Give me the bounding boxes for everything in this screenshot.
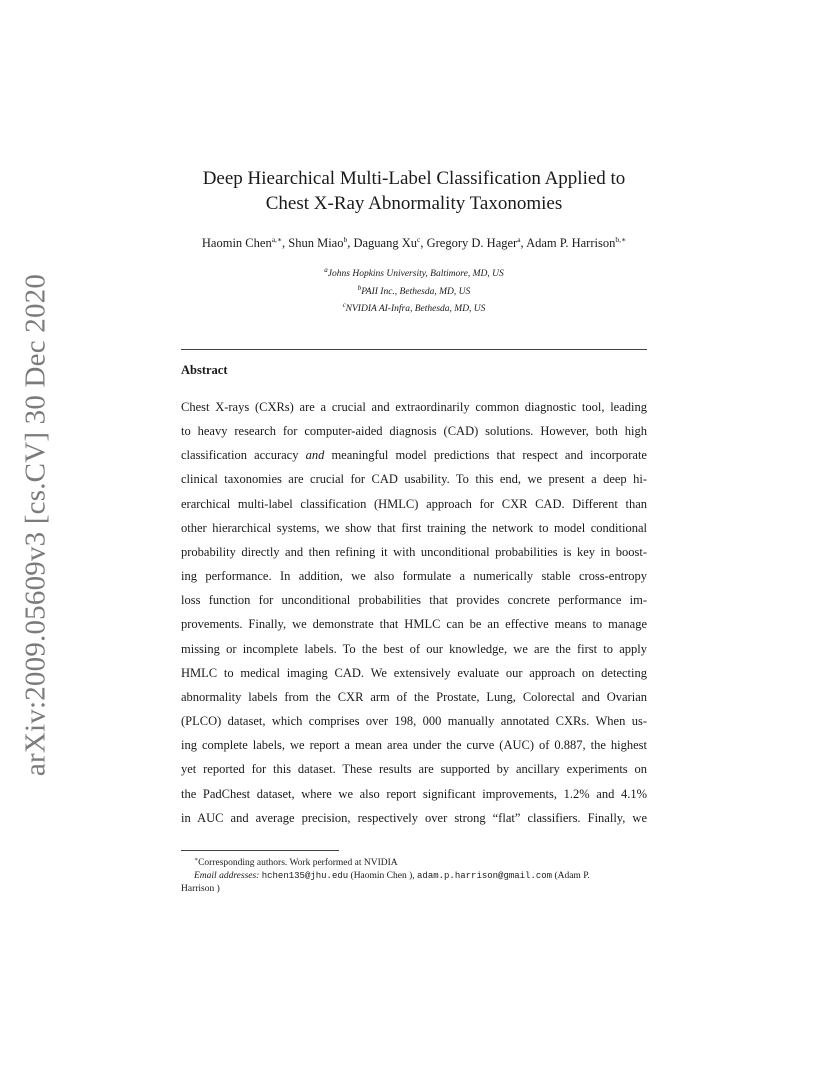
email-owner: (Adam P. [554, 871, 590, 882]
abstract-line: erarchical multi-label classification (HMLC) approach for CXR CAD. Different than [181, 496, 647, 511]
footnote-mark: ∗ [194, 857, 199, 863]
affiliation [120, 299, 708, 317]
title-line-1: Deep Hiearchical Multi-Label Classification Applied to [202, 168, 626, 189]
abstract-line: clinical taxonomies are crucial for CAD usability. To this end, we present a deep hi- [181, 472, 647, 487]
abstract-line: provements. Finally, we demonstrate that HMLC can be an effective means to manage [181, 617, 647, 632]
abstract-line: HMLC to medical imaging CAD. We extensively evaluate our approach on detecting [181, 665, 647, 680]
abstract-line: ing performance. In addition, we also formulate a numerically stable cross-entropy [181, 569, 647, 584]
author-name: Gregory D. Hager [426, 236, 518, 251]
abstract-line: loss function for unconditional probabilities that provides concrete performance im- [181, 593, 647, 608]
abstract-line: to heavy research for computer-aided diagnosis (CAD) solutions. However, both high [181, 424, 647, 439]
abstract-emphasis: and [305, 448, 325, 463]
author-separator: , [420, 236, 427, 251]
footnote-emails [181, 870, 647, 883]
abstract-line: other hierarchical systems, we show that first training the network to model conditional [181, 520, 647, 535]
title-line-2: Chest X-Ray Abnormality Taxonomies [265, 193, 563, 214]
affiliation [120, 282, 708, 300]
affiliation-mark: b [357, 283, 362, 292]
author-affil-mark: a [517, 235, 521, 244]
abstract-line [181, 443, 647, 467]
author-affil-mark: b,∗ [615, 235, 627, 244]
footnote-corresponding-text: Corresponding authors. Work performed at NVIDIA [198, 858, 398, 869]
affiliation-text: Johns Hopkins University, Baltimore, MD, US [327, 269, 504, 280]
author-affil-mark: a,∗ [271, 235, 283, 244]
author-separator: , [282, 236, 289, 251]
author-affil-mark: b [343, 235, 348, 244]
abstract-line: in AUC and average precision, respectively over strong “flat” classifiers. Finally, we [181, 810, 647, 825]
abstract-line: abnormality labels from the CXR arm of the Prostate, Lung, Colorectal and Ovarian [181, 689, 647, 704]
abstract-line: (PLCO) dataset, which comprises over 198, 000 manually annotated CXRs. When us- [181, 714, 647, 729]
abstract-line: Chest X-rays (CXRs) are a crucial and extraordinarily common diagnostic tool, leading [181, 400, 647, 414]
abstract-top-rule [181, 349, 647, 350]
author-separator: , [520, 236, 527, 251]
affiliation-text: NVIDIA AI-Infra, Bethesda, MD, US [345, 304, 486, 315]
author-separator: , [347, 236, 354, 251]
affiliation-text: PAII Inc., Bethesda, MD, US [361, 286, 471, 297]
footnote [181, 854, 647, 896]
author-name: Adam P. Harrison [526, 236, 616, 251]
affiliation-mark: c [342, 301, 346, 310]
abstract-line: yet reported for this dataset. These results are supported by ancillary experiments on [181, 762, 647, 777]
author-list [120, 235, 708, 251]
footnote-corresponding [181, 854, 647, 870]
footnote-emails-continued: Harrison ) [181, 884, 220, 895]
abstract-heading: Abstract [181, 363, 228, 377]
footnote-rule [181, 850, 339, 851]
author-name: Daguang Xu [353, 236, 418, 251]
email-link[interactable]: adam.p.harrison@gmail.com [417, 871, 553, 882]
abstract-line-part: classification accuracy [181, 448, 306, 463]
abstract-line: probability directly and then refining it with unconditional probabilities is key in boost- [181, 544, 647, 559]
affiliations [120, 264, 708, 317]
arxiv-identifier-text: arXiv:2009.05609v3 [cs.CV] 30 Dec 2020 [19, 273, 52, 777]
paper-title [120, 166, 708, 216]
abstract-body [181, 395, 647, 830]
abstract-line: missing or incomplete labels. To the best of our knowledge, we are the first to apply [181, 641, 647, 656]
email-label: Email addresses: [194, 871, 260, 882]
affiliation [120, 264, 708, 282]
abstract-line: ing complete labels, we report a mean area under the curve (AUC) of 0.887, the highest [181, 738, 647, 753]
author-name: Shun Miao [288, 236, 344, 251]
abstract-line-part: meaningful model predictions that respect and incorporate [324, 448, 647, 463]
author-name: Haomin Chen [201, 236, 272, 251]
email-owner: (Haomin Chen ), [350, 871, 415, 882]
email-link[interactable]: hchen135@jhu.edu [261, 871, 349, 882]
author-affil-mark: c [417, 235, 421, 244]
abstract-line: the PadChest dataset, where we also report significant improvements, 1.2% and 4.1% [181, 786, 647, 801]
affiliation-mark: a [324, 266, 328, 274]
